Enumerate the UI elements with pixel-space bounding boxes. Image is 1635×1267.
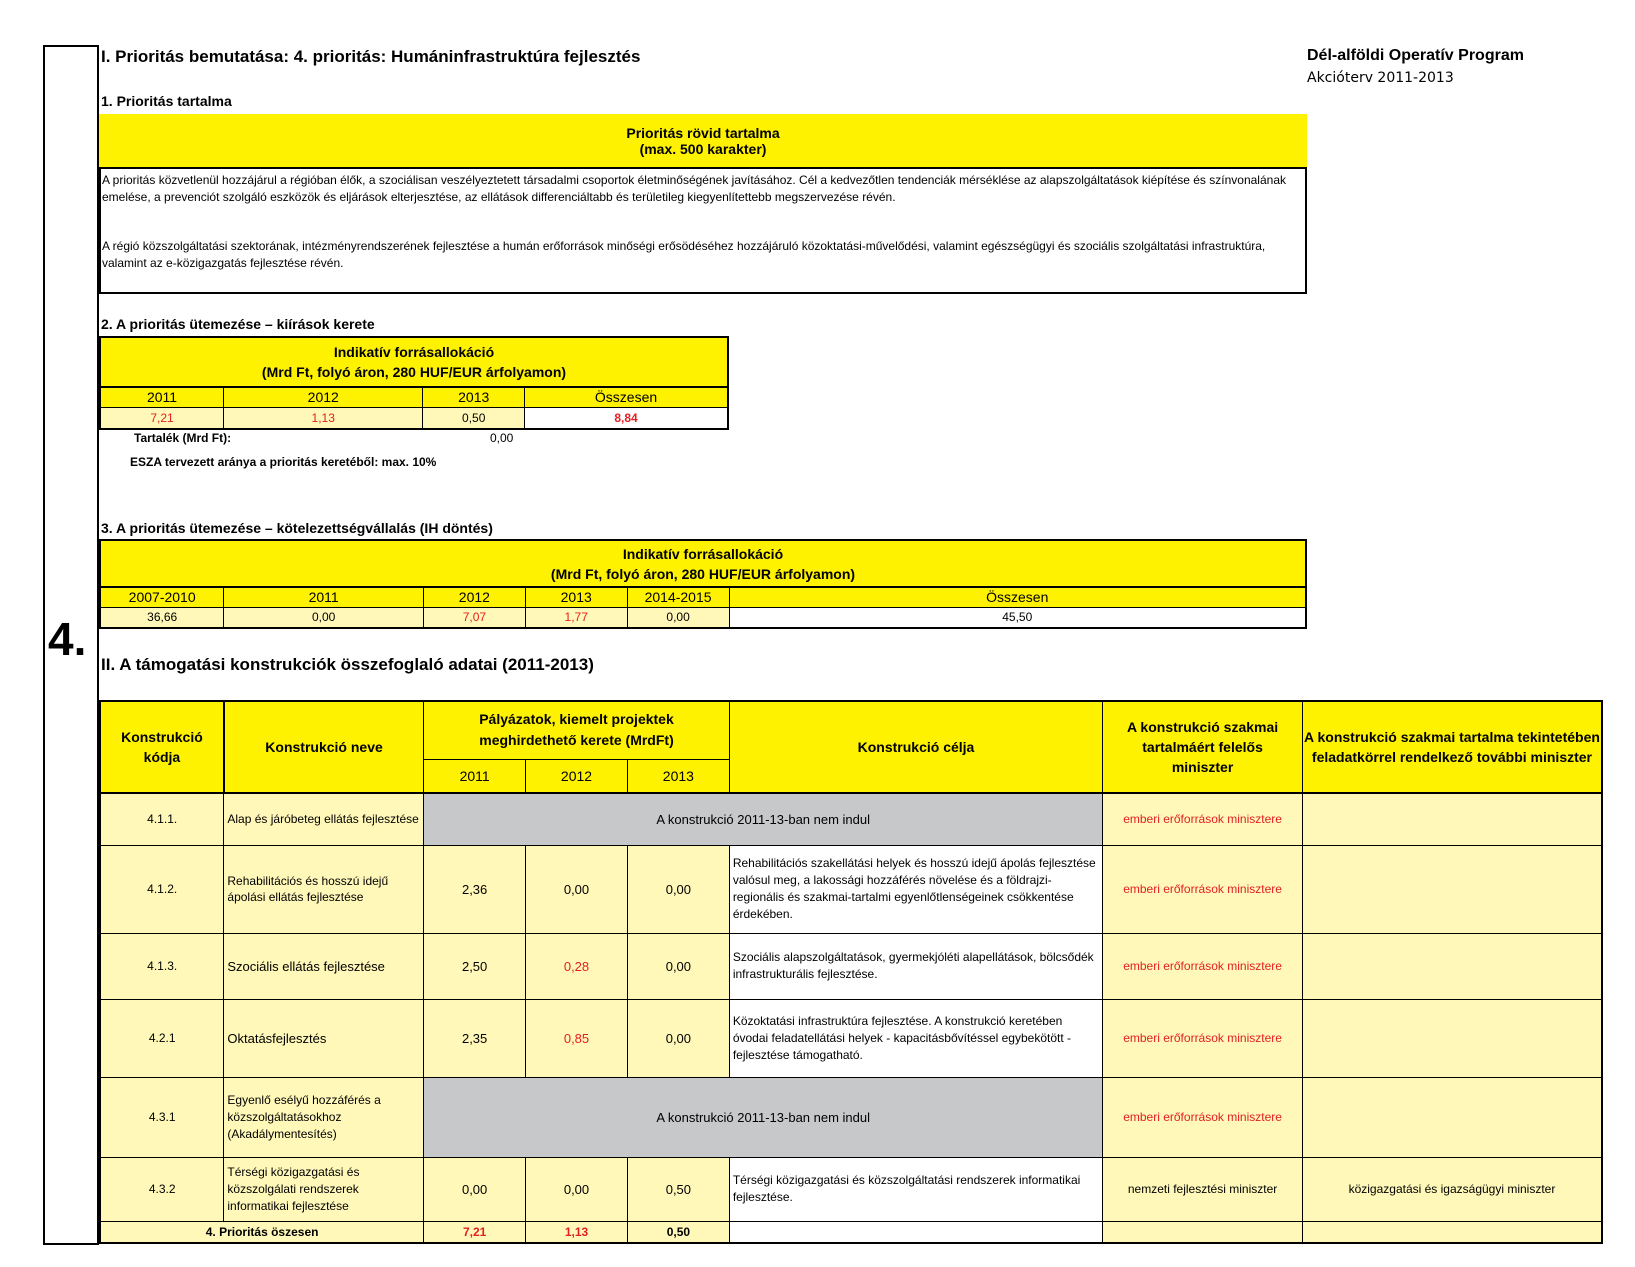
row-not-started: A konstrukció 2011-13-ban nem indul xyxy=(424,1077,1103,1157)
total-minister-empty xyxy=(1103,1221,1303,1243)
row-other-minister xyxy=(1302,845,1602,933)
col-budget-header: Pályázatok, kiemelt projektek meghirdethető kerete (MrdFt) xyxy=(424,701,730,759)
row-code: 4.1.1. xyxy=(100,793,224,845)
row-goal: Térségi közigazgatási és közszolgáltatási rendszerek informatikai fejlesztése. xyxy=(729,1157,1102,1221)
row-name: Oktatásfejlesztés xyxy=(224,999,424,1077)
row-goal: Közoktatási infrastruktúra fejlesztése. A konstrukció keretében óvodai feladatellátási helyek - kapacitásbővítéssel egybekötött - fejlesztése támogatható. xyxy=(729,999,1102,1077)
row-minister: emberi erőforrások minisztere xyxy=(1103,1077,1303,1157)
row-name: Rehabilitációs és hosszú idejű ápolási ellátás fejlesztése xyxy=(224,845,424,933)
section2-table xyxy=(99,336,729,430)
row-minister: emberi erőforrások minisztere xyxy=(1103,933,1303,999)
row-other-minister xyxy=(1302,933,1602,999)
total-2011: 7,21 xyxy=(424,1221,526,1243)
section3-col: 2013 xyxy=(525,587,627,607)
page-title: I. Prioritás bemutatása: 4. prioritás: Humáninfrastruktúra fejlesztés xyxy=(101,47,641,66)
row-2012: 0,28 xyxy=(526,933,628,999)
row-minister: emberi erőforrások minisztere xyxy=(1103,845,1303,933)
total-2012: 1,13 xyxy=(526,1221,628,1243)
row-other-minister xyxy=(1302,999,1602,1077)
reserve-label: Tartalék (Mrd Ft): xyxy=(134,431,232,445)
row-code: 4.2.1 xyxy=(100,999,224,1077)
row-2011: 0,00 xyxy=(424,1157,526,1221)
section3-head1: Indikatív forrásallokáció xyxy=(622,545,784,562)
row-code: 4.1.2. xyxy=(100,845,224,933)
row-goal: Rehabilitációs szakellátási helyek és hosszú idejű ápolás fejlesztése valósul meg, a lakossági hozzáférés növelése és a földrajzi-regionális és szakmai-tartalmi egyenlőtlenségeinek csökkentése érdekében. xyxy=(729,845,1102,933)
section3-col: 2011 xyxy=(224,587,424,607)
row-2012: 0,00 xyxy=(526,845,628,933)
col-2012-header: 2012 xyxy=(526,759,628,793)
row-code: 4.1.3. xyxy=(100,933,224,999)
section1-para1: A prioritás közvetlenül hozzájárul a régióban élők, a szociálisan veszélyeztetett társadalmi csoportok életminőségének javításához. Cél a kedvezőtlen tendenciák mérséklése az alapszolgáltatások kiépítése és színvonalának emelése, a prevenciót szolgáló eszközök és eljárások elterjesztése, az ellátások differenciáltabb és területileg kiegyenlítettebb megszervezése révén. xyxy=(102,173,1286,204)
row-2013: 0,00 xyxy=(627,933,729,999)
col-2013-header: 2013 xyxy=(627,759,729,793)
section3-total: 45,50 xyxy=(729,607,1306,628)
row-not-started: A konstrukció 2011-13-ban nem indul xyxy=(424,793,1103,845)
section2-value: 7,21 xyxy=(100,407,224,429)
section2-col: 2013 xyxy=(423,387,525,407)
section3-col: 2012 xyxy=(423,587,525,607)
section2-title: 2. A prioritás ütemezése – kiírások kerete xyxy=(101,316,375,332)
section3-value: 1,77 xyxy=(525,607,627,628)
plan-name: Akcióterv 2011-2013 xyxy=(1307,70,1454,86)
section2-total: 8,84 xyxy=(525,407,728,429)
col-name-header: Konstrukció neve xyxy=(224,701,424,793)
row-name: Egyenlő esélyű hozzáférés a közszolgáltatásokhoz (Akadálymentesítés) xyxy=(224,1077,424,1157)
total-label: 4. Prioritás öszesen xyxy=(100,1221,424,1243)
section3-value: 0,00 xyxy=(224,607,424,628)
section3-col: 2014-2015 xyxy=(627,587,729,607)
row-2011: 2,35 xyxy=(424,999,526,1077)
reserve-value: 0,00 xyxy=(490,431,514,445)
row-other-minister xyxy=(1302,793,1602,845)
row-minister: nemzeti fejlesztési miniszter xyxy=(1103,1157,1303,1221)
row-2011: 2,36 xyxy=(424,845,526,933)
section4-title: II. A támogatási konstrukciók összefoglaló adatai (2011-2013) xyxy=(101,655,594,674)
section2-col: 2011 xyxy=(100,387,224,407)
col-2011-header: 2011 xyxy=(424,759,526,793)
row-minister: emberi erőforrások minisztere xyxy=(1103,999,1303,1077)
col-code-header: Konstrukció kódja xyxy=(100,701,224,793)
row-code: 4.3.1 xyxy=(100,1077,224,1157)
section2-head1: Indikatív forrásallokáció xyxy=(333,344,495,360)
row-2011: 2,50 xyxy=(424,933,526,999)
section1-box-subtitle: (max. 500 karakter) xyxy=(639,140,767,157)
row-other-minister xyxy=(1302,1077,1602,1157)
constructions-table xyxy=(99,700,1603,1244)
row-name: Alap és járóbeteg ellátás fejlesztése xyxy=(224,793,424,845)
table-row xyxy=(100,845,1602,933)
section2-head2: (Mrd Ft, folyó áron, 280 HUF/EUR árfolyamon) xyxy=(261,364,567,380)
section2-value: 1,13 xyxy=(224,407,423,429)
section3-col: 2007-2010 xyxy=(100,587,224,607)
total-goal-empty xyxy=(729,1221,1102,1243)
section3-value: 36,66 xyxy=(100,607,224,628)
section3-head2: (Mrd Ft, folyó áron, 280 HUF/EUR árfolyamon) xyxy=(550,565,856,582)
section3-col: Összesen xyxy=(729,587,1306,607)
table-row xyxy=(100,793,1602,845)
col-goal-header: Konstrukció célja xyxy=(729,701,1102,793)
col-minister-header: A konstrukció szakmai tartalmáért felelős miniszter xyxy=(1103,701,1303,793)
section1-para2: A régió közszolgáltatási szektorának, intézményrendszerének fejlesztése a humán erőforrások minőségi erősödéséhez hozzájáruló közoktatási-művelődési, valamint egészségügyi és szociális szolgáltatási infrastruktúra, valamint az e-közigazgatás fejlesztése révén. xyxy=(102,239,1266,270)
total-other-empty xyxy=(1302,1221,1602,1243)
section1-box-title: Prioritás rövid tartalma xyxy=(626,124,780,141)
table-row xyxy=(100,1077,1602,1157)
section3-value: 0,00 xyxy=(627,607,729,628)
total-2013: 0,50 xyxy=(627,1221,729,1243)
row-goal: Szociális alapszolgáltatások, gyermekjóléti alapellátások, bölcsődék infrastrukturális fejlesztése. xyxy=(729,933,1102,999)
row-2012: 0,85 xyxy=(526,999,628,1077)
col-other-minister-header: A konstrukció szakmai tartalma tekintetében feladatkörrel rendelkező további miniszter xyxy=(1302,701,1602,793)
row-name: Szociális ellátás fejlesztése xyxy=(224,933,424,999)
section3-title: 3. A prioritás ütemezése – kötelezettségvállalás (IH döntés) xyxy=(101,520,493,536)
table-row xyxy=(100,1157,1602,1221)
section1-box-header xyxy=(99,114,1307,169)
row-2012: 0,00 xyxy=(526,1157,628,1221)
program-name: Dél-alföldi Operatív Program xyxy=(1307,47,1524,64)
section2-col: 2012 xyxy=(224,387,423,407)
section2-col: Összesen xyxy=(525,387,728,407)
row-2013: 0,00 xyxy=(627,999,729,1077)
table-row xyxy=(100,999,1602,1077)
table-row xyxy=(100,933,1602,999)
row-2013: 0,00 xyxy=(627,845,729,933)
section3-value: 7,07 xyxy=(423,607,525,628)
row-minister: emberi erőforrások minisztere xyxy=(1103,793,1303,845)
row-2013: 0,50 xyxy=(627,1157,729,1221)
section2-value: 0,50 xyxy=(423,407,525,429)
row-code: 4.3.2 xyxy=(100,1157,224,1221)
esza-note: ESZA tervezett aránya a prioritás keretéből: max. 10% xyxy=(130,455,437,469)
section1-title: 1. Prioritás tartalma xyxy=(101,93,232,109)
row-other-minister: közigazgatási és igazságügyi miniszter xyxy=(1302,1157,1602,1221)
section3-table xyxy=(99,539,1307,629)
row-name: Térségi közigazgatási és közszolgálati rendszerek informatikai fejlesztése xyxy=(224,1157,424,1221)
side-number: 4. xyxy=(48,613,87,665)
total-row xyxy=(100,1221,1602,1243)
